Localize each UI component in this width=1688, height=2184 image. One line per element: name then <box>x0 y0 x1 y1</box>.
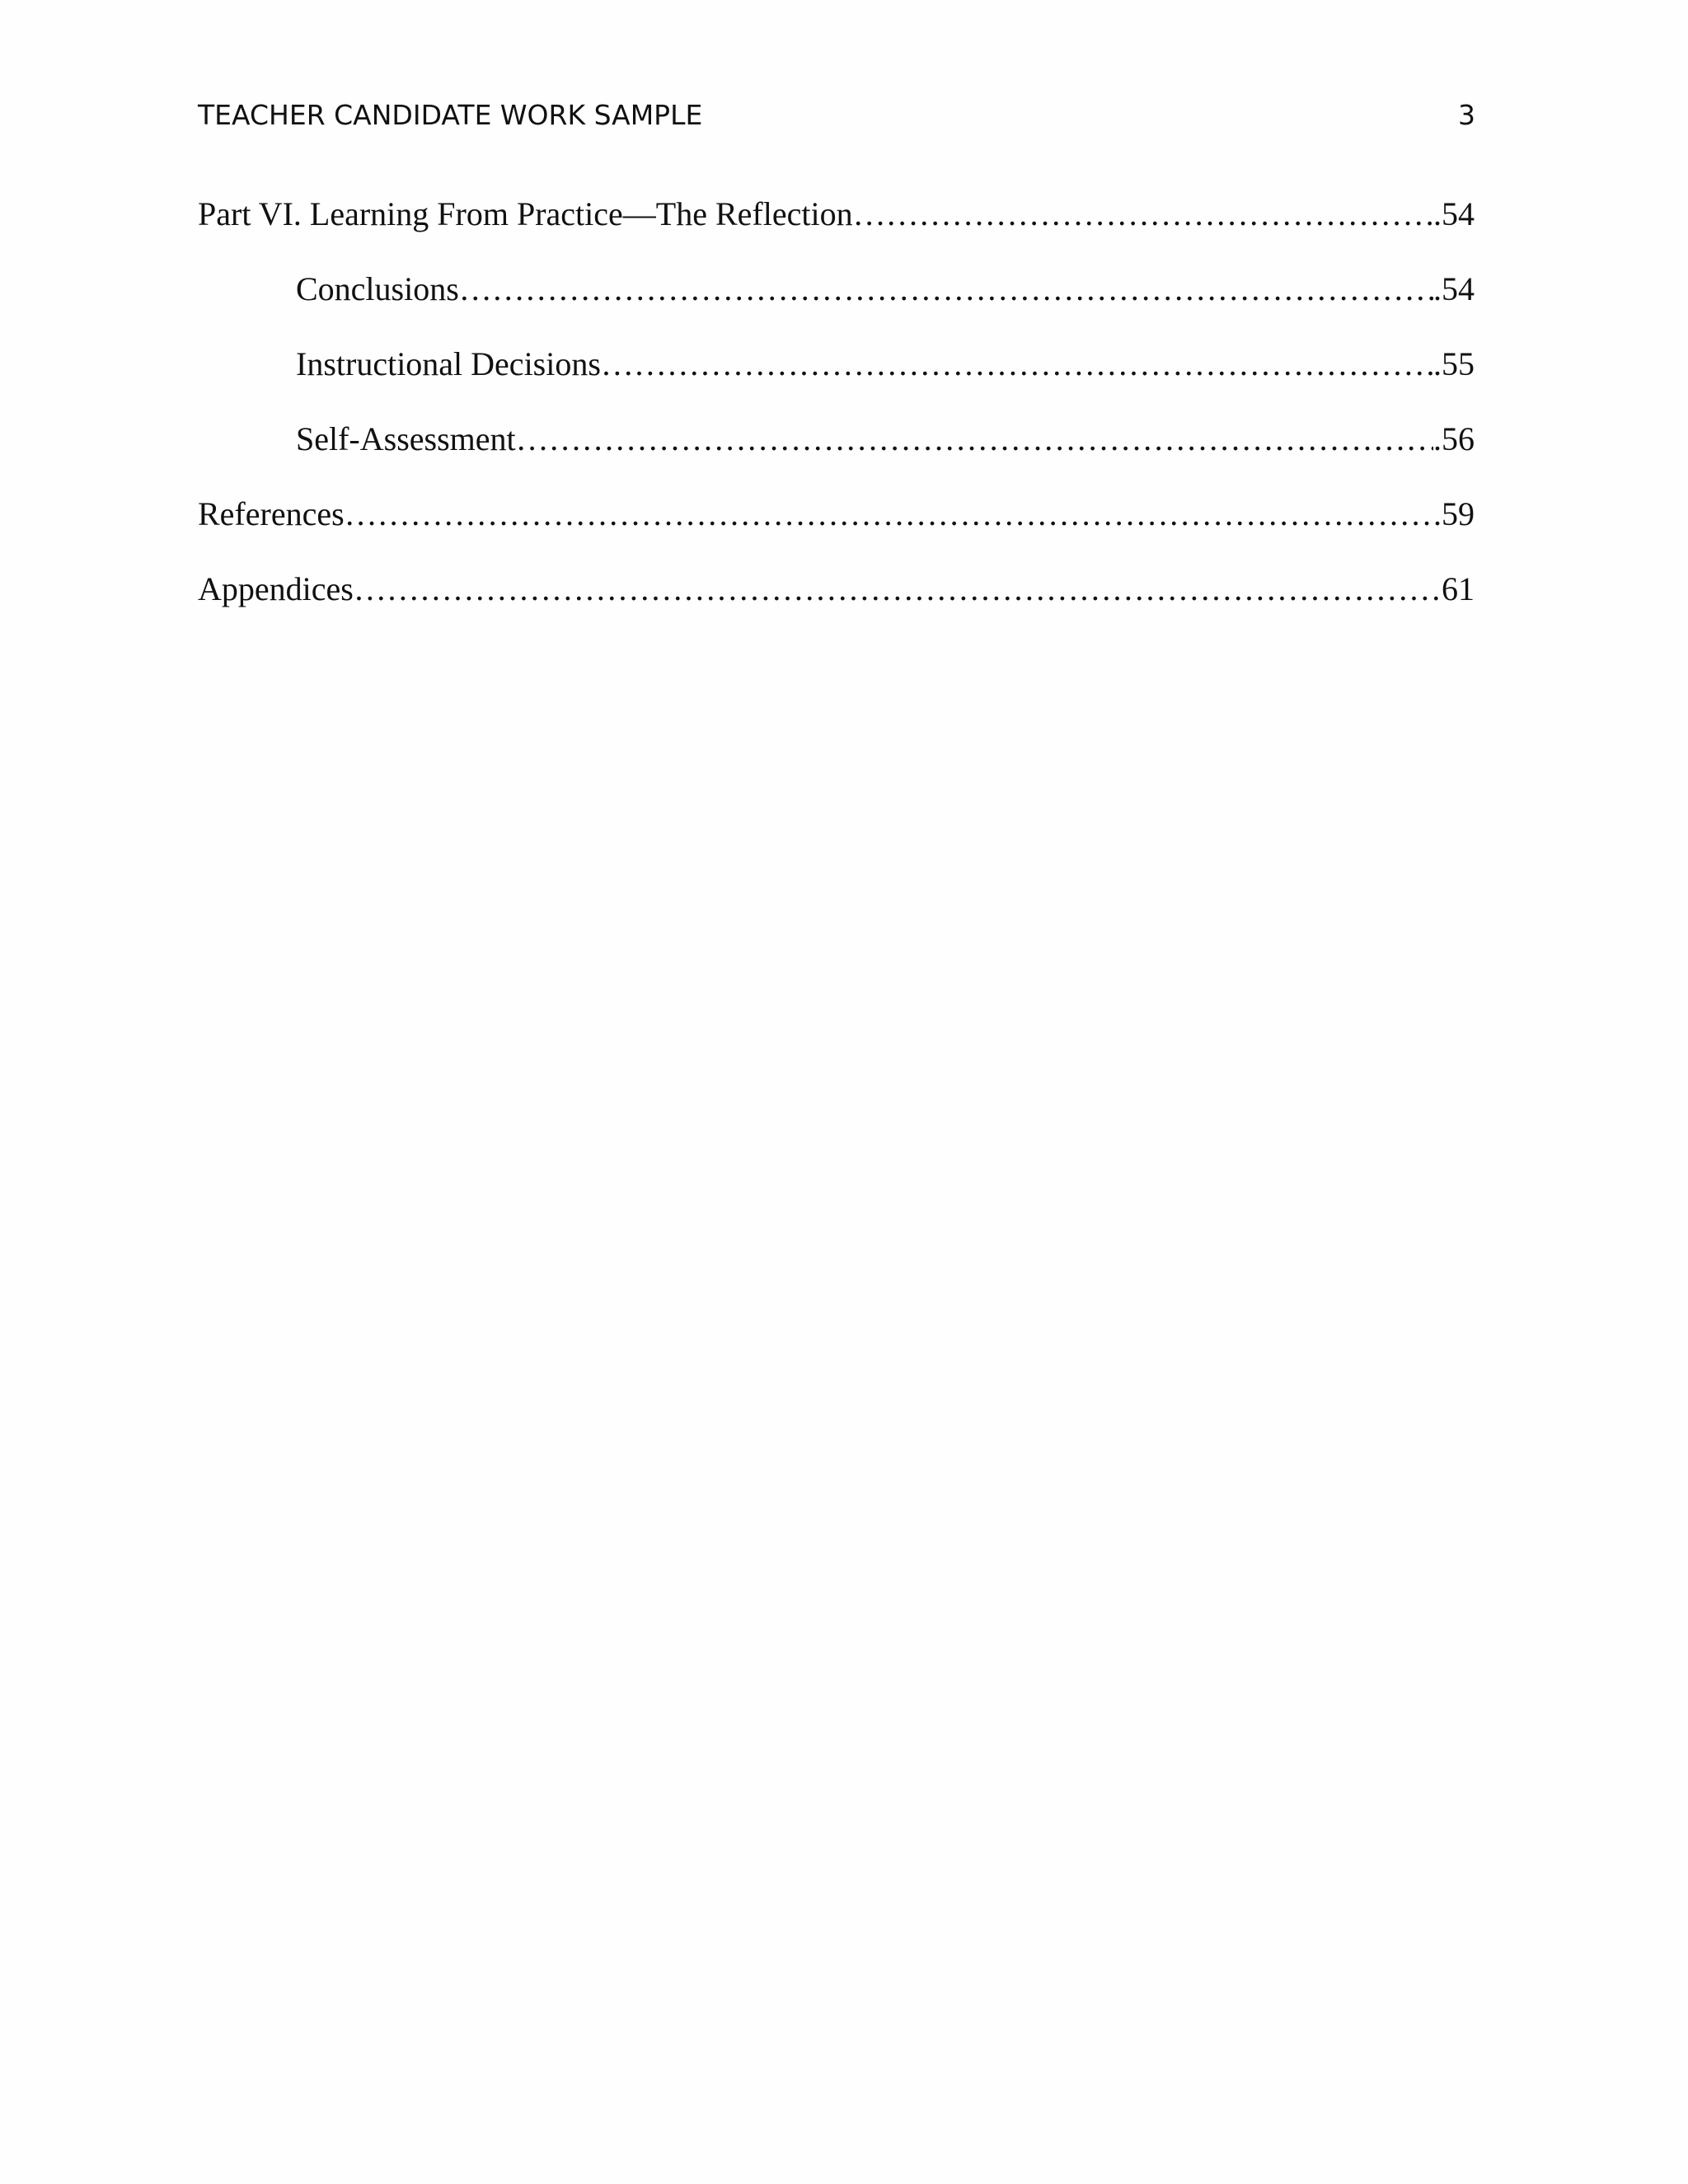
toc-entry-label: Part VI. Learning From Practice—The Reflection <box>198 195 853 232</box>
toc-entry-label: References <box>198 495 345 532</box>
toc-entry-conclusions <box>296 269 1475 316</box>
dot-leader <box>853 194 1433 233</box>
toc-entry-label: Self-Assessment <box>296 420 516 457</box>
toc-entry-part-vi <box>198 194 1475 241</box>
running-head: TEACHER CANDIDATE WORK SAMPLE <box>198 99 703 131</box>
dot-leader <box>345 494 1433 533</box>
toc-entry-appendices <box>198 569 1475 616</box>
toc-entry-page: .55 <box>1433 345 1475 382</box>
dot-leader <box>459 269 1433 308</box>
toc-entry-page: .54 <box>1433 195 1475 232</box>
toc-entry-references <box>198 494 1475 541</box>
dot-leader <box>354 569 1442 608</box>
toc-entry-page: .59 <box>1433 495 1475 532</box>
toc-entry-label: Appendices <box>198 570 354 607</box>
page-number: 3 <box>1458 99 1475 131</box>
toc-entry-label: Conclusions <box>296 270 459 307</box>
dot-leader <box>601 344 1433 383</box>
toc-entry-page: 61 <box>1442 570 1475 607</box>
dot-leader <box>516 419 1433 458</box>
toc-entry-self-assessment <box>296 419 1475 466</box>
toc-entry-label: Instructional Decisions <box>296 345 601 382</box>
toc-entry-page: .56 <box>1433 420 1475 457</box>
toc-entry-instructional-decisions <box>296 344 1475 391</box>
toc-entry-page: .54 <box>1433 270 1475 307</box>
